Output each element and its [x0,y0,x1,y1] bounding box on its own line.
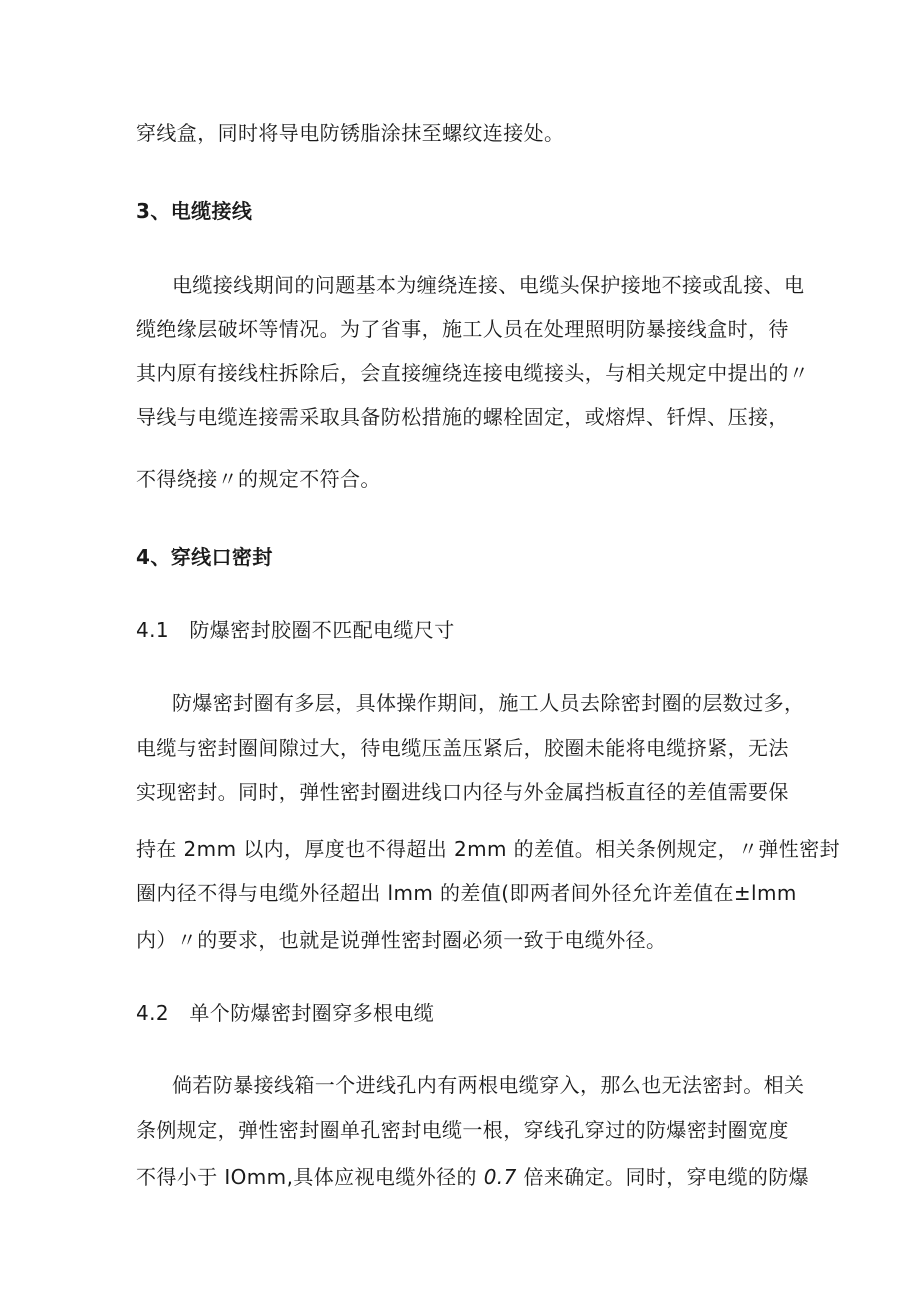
paragraph-line: 倘若防暴接线箱一个进线孔内有两根电缆穿入，那么也无法密封。相关 [172,1073,805,1097]
subsection-heading-4-1: 4.1 防爆密封胶圈不匹配电缆尺寸 [136,618,455,642]
paragraph-line: 其内原有接线柱拆除后，会直接缠绕连接电缆接头，与相关规定中提出的〃 [136,361,810,385]
paragraph-line: 穿线盒，同时将导电防锈脂涂抹至螺纹连接处。 [136,121,565,145]
line-text: 不得小于 IOmm,具体应视电缆外径的 [136,1165,484,1189]
section-heading-4: 4、穿线口密封 [136,545,273,569]
paragraph-line: 持在 2mm 以内，厚度也不得超出 2mm 的差值。相关条例规定，〃弹性密封 [136,837,841,861]
paragraph-line: 圈内径不得与电缆外径超出 lmm 的差值(即两者间外径允许差值在±lmm [136,881,797,905]
italic-number: 0.7 [483,1165,517,1189]
paragraph-line [136,1162,809,1192]
paragraph-line: 导线与电缆连接需采取具备防松措施的螺栓固定，或熔焊、钎焊、压接， [136,405,789,429]
paragraph-line: 电缆接线期间的问题基本为缠绕连接、电缆头保护接地不接或乱接、电 [172,273,805,297]
paragraph-line: 缆绝缘层破坏等情况。为了省事，施工人员在处理照明防暴接线盒时，待 [136,317,789,341]
paragraph-line: 不得绕接〃的规定不符合。 [136,467,381,491]
paragraph-line: 防爆密封圈有多层，具体操作期间，施工人员去除密封圈的层数过多， [172,691,805,715]
paragraph-line: 内）〃的要求，也就是说弹性密封圈必须一致于电缆外径。 [136,928,667,952]
paragraph-line: 电缆与密封圈间隙过大，待电缆压盖压紧后，胶圈未能将电缆挤紧，无法 [136,736,789,760]
subsection-heading-4-2: 4.2 单个防爆密封圈穿多根电缆 [136,1001,435,1025]
line-text: 倍来确定。同时，穿电缆的防爆 [516,1165,810,1189]
paragraph-line: 条例规定，弹性密封圈单孔密封电缆一根，穿线孔穿过的防爆密封圈宽度 [136,1118,789,1142]
section-heading-3: 3、电缆接线 [136,199,253,223]
paragraph-line: 实现密封。同时，弹性密封圈进线口内径与外金属挡板直径的差值需要保 [136,780,789,804]
